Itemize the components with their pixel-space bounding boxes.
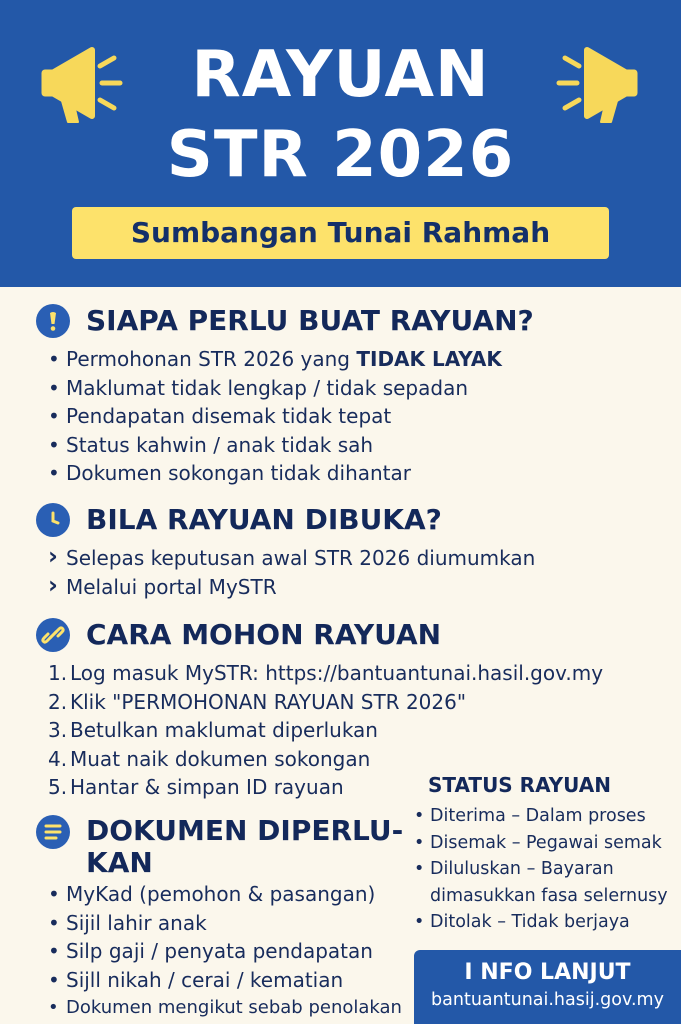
list-item: • Dokumen sokongan tidak dihantar xyxy=(48,459,502,488)
info-box xyxy=(414,950,681,1024)
list-item: › Melalui portal MySTR xyxy=(48,573,535,602)
info-url-link[interactable]: bantuantunai.hasij.gov.my xyxy=(431,990,664,1010)
status-item: • Diluluskan – Bayaran xyxy=(414,856,668,883)
step-item: 3. Betulkan maklumat diperlukan xyxy=(48,718,378,742)
section-title-cara: CARA MOHON RAYUAN xyxy=(86,618,442,651)
section-title-dokumen: DOKUMEN DIPERLU- KAN xyxy=(86,814,404,879)
bila-list xyxy=(48,544,535,601)
info-title: I NFO LANJUT xyxy=(464,960,631,985)
dokumen-list xyxy=(48,880,402,1023)
list-item: › Selepas keputusan awal STR 2026 diumumkan xyxy=(48,544,535,573)
highlight-tidak-layak: TIDAK LAYAK xyxy=(356,347,502,371)
status-item-continued: dimasukkan fasa selernusy xyxy=(430,885,668,906)
header-banner xyxy=(0,0,681,287)
step-item: 2. Klik "PERMOHONAN RAYUAN STR 2026" xyxy=(48,689,467,714)
list-item: • Status kahwin / anak tidak sah xyxy=(48,431,502,460)
status-list xyxy=(414,803,668,936)
section-title-bila: BILA RAYUAN DIBUKA? xyxy=(86,503,442,536)
link-icon xyxy=(36,618,70,652)
document-lines-icon xyxy=(36,815,70,849)
subtitle-badge: Sumbangan Tunai Rahmah xyxy=(72,207,609,259)
clock-icon xyxy=(36,503,70,537)
list-item: • Dokumen mengikut sebab penolakan xyxy=(48,994,402,1023)
list-item: • Silp gaji / penyata pendapatan xyxy=(48,937,402,966)
status-item: • Disemak – Pegawai semak xyxy=(414,830,668,857)
list-item: • Pendapatan disemak tidak tepat xyxy=(48,402,502,431)
list-item: • Sijil lahir anak xyxy=(48,909,402,938)
list-item: • MyKad (pemohon & pasangan) xyxy=(48,880,402,909)
step-item: 4. Muat naik dokumen sokongan xyxy=(48,746,371,771)
step-item: 1. Log masuk MySTR: https://bantuantunai.hasil.gov.my xyxy=(48,661,604,685)
list-item: • Maklumat tidak lengkap / tidak sepadan xyxy=(48,374,502,403)
list-item: • Sijll nikah / cerai / kematian xyxy=(48,966,402,995)
step-item: 5. Hantar & simpan ID rayuan xyxy=(48,775,344,799)
siapa-list xyxy=(48,345,502,488)
exclamation-icon xyxy=(36,304,70,338)
section-title-siapa: SIAPA PERLU BUAT RAYUAN? xyxy=(86,304,534,337)
status-item: • Diterima – Dalam proses xyxy=(414,803,668,830)
status-item: • Ditolak – Tidak berjaya xyxy=(414,909,668,936)
status-title: STATUS RAYUAN xyxy=(428,773,611,797)
page-title: RAYUAN xyxy=(191,38,490,112)
list-item: • Permohonan STR 2026 yang TIDAK LAYAK xyxy=(48,345,502,374)
page-title-line2: STR 2026 xyxy=(166,118,515,192)
